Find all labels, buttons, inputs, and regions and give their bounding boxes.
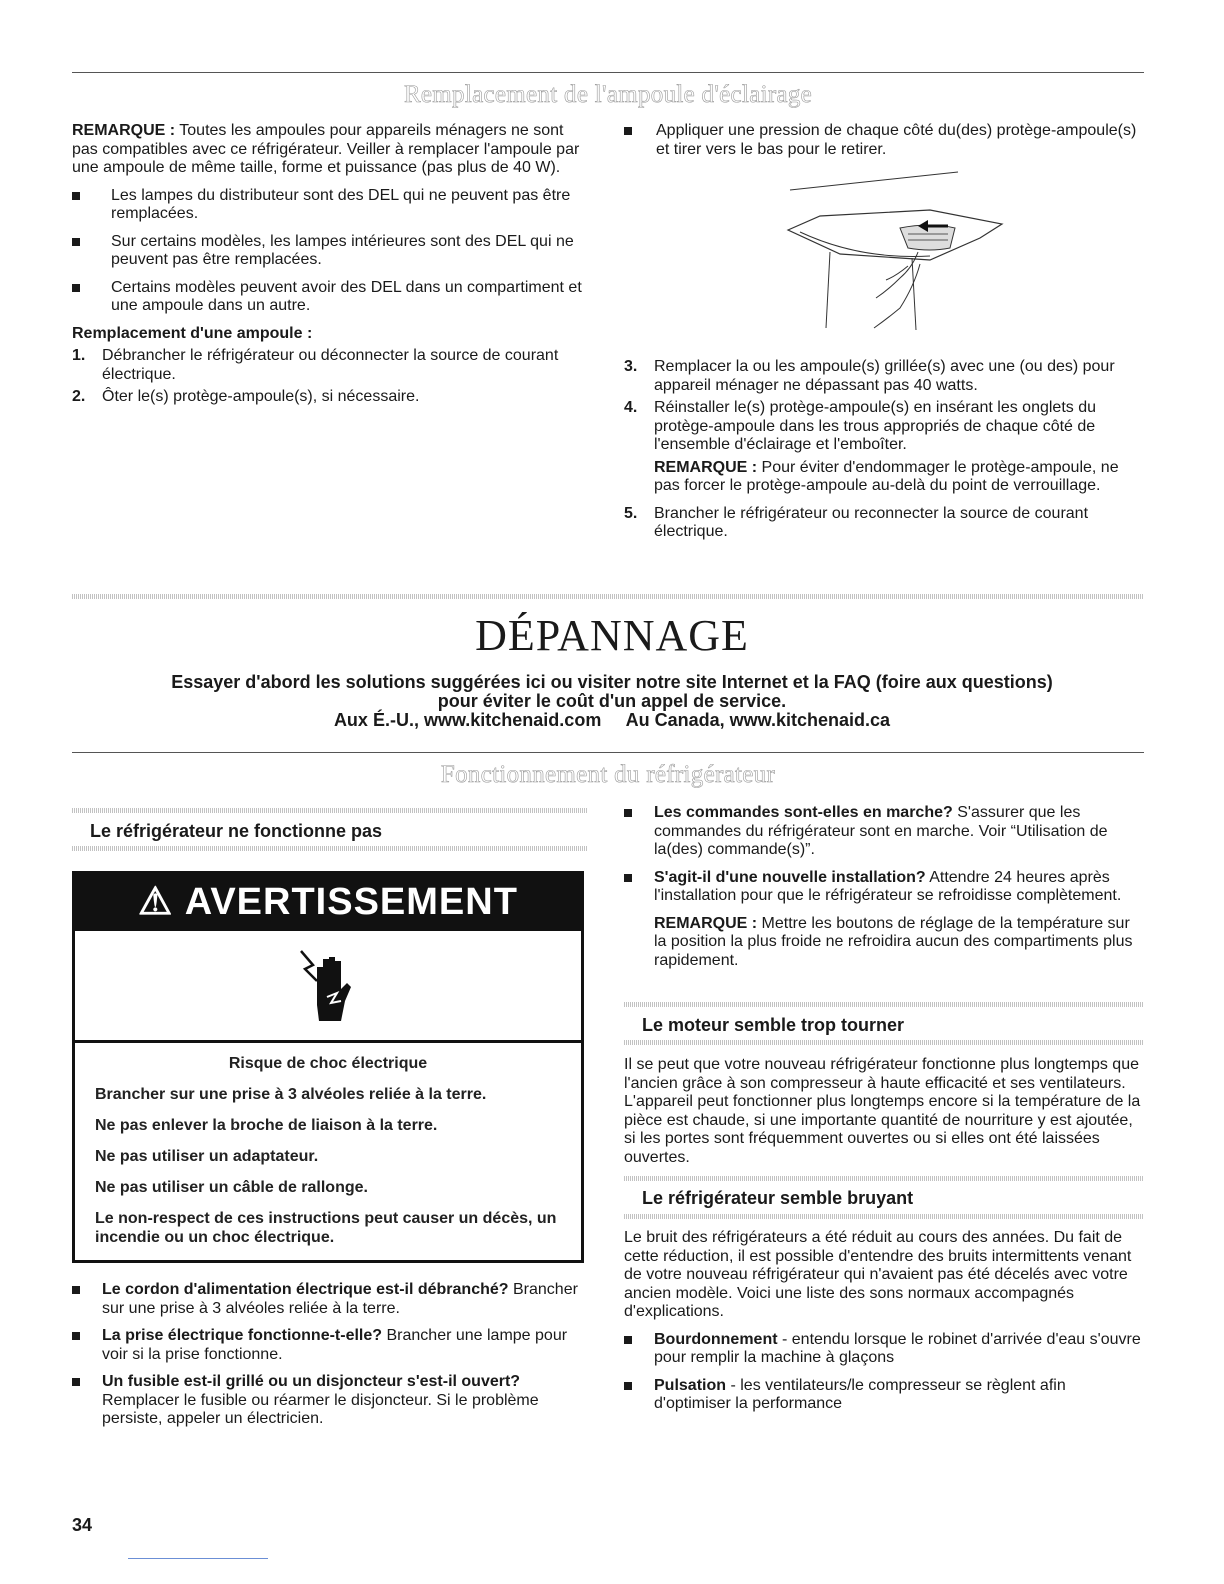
subheading-not-working: Le réfrigérateur ne fonctionne pas <box>90 821 383 841</box>
step-item: 5. Brancher le réfrigérateur ou reconnecter la source de courant électrique. <box>624 504 1089 540</box>
subheading-motor: Le moteur semble trop tourner <box>642 1015 905 1035</box>
steps-heading: Remplacement d'une ampoule : <box>72 324 313 342</box>
list-item: Un fusible est-il grillé ou un disjoncteur s'est-il ouvert? Remplacer le fusible ou réarmer le disjoncteur. Si le problème persiste, appeler un électricien. <box>72 1373 588 1429</box>
footer-line <box>128 1558 268 1559</box>
section-rule <box>72 752 1144 753</box>
top-rule <box>72 72 1144 73</box>
bulb-note: REMARQUE : Toutes les ampoules pour appareils ménagers ne sont pas compatibles avec ce réfrigérateur. Veiller à remplacer l'ampoule par une ampoule de même taille, forme et puissance (pas plus de 40 W). <box>72 122 580 176</box>
bullet-square-icon <box>72 1286 80 1294</box>
left-checklist <box>72 1281 588 1438</box>
section-title-fridge: Fonctionnement du réfrigérateur <box>440 761 776 788</box>
list-item: Les commandes sont-elles en marche? S'assurer que les commandes du réfrigérateur sont en marche. Voir “Utilisation de la(des) commande(s)”. <box>624 804 1144 860</box>
dotted-divider <box>72 808 588 813</box>
dotted-divider <box>624 1214 1144 1219</box>
section-title-bulb: Remplacement de l'ampoule d'éclairage <box>403 81 813 108</box>
bullet-square-icon <box>72 238 80 246</box>
warning-triangle-icon: ⚠ <box>138 881 174 923</box>
motor-paragraph: Il se peut que votre nouveau réfrigérateur fonctionne plus longtemps que l'ancien grâce à son compresseur à haute efficacité et ses ventilateurs. L'appareil peut fonctionner plus longtemps encore si la température de la pièce est chaude, si une importante quantité de nourriture y est ajoutée, si les portes sont fréquemment ouvertes ou si elles ont été laissées ouvertes. <box>624 1056 1141 1166</box>
right-column-bulb <box>624 122 1144 168</box>
electric-shock-hand-icon <box>297 947 361 1027</box>
right-steps <box>624 358 1144 546</box>
bullet-square-icon <box>72 284 80 292</box>
list-item: Appliquer une pression de chaque côté du(des) protège-ampoule(s) et tirer vers le bas pour le retirer. <box>624 122 1144 159</box>
bullet-square-icon <box>624 127 632 135</box>
dotted-divider <box>72 594 1144 599</box>
right-checklist <box>624 804 1144 970</box>
list-item: Pulsation - les ventilateurs/le compresseur se règlent afin d'optimiser la performance <box>624 1377 1144 1414</box>
list-item: Bourdonnement - entendu lorsque le robinet d'arrivée d'eau s'ouvre pour remplir la machine à glaçons <box>624 1331 1144 1368</box>
step-item: 3. Remplacer la ou les ampoule(s) grillée(s) avec une (ou des) pour appareil ménager ne dépassant pas 40 watts. <box>624 358 1115 394</box>
list-item: Sur certains modèles, les lampes intérieures sont des DEL qui ne peuvent pas être remplacées. <box>72 233 588 270</box>
list-item: Le cordon d'alimentation électrique est-il débranché? Brancher sur une prise à 3 alvéoles reliée à la terre. <box>72 1281 588 1318</box>
warning-header: ⚠ AVERTISSEMENT <box>75 874 581 931</box>
bullet-square-icon <box>624 1336 632 1344</box>
list-item: La prise électrique fonctionne-t-elle? Brancher une lampe pour voir si la prise fonctionne. <box>72 1327 588 1364</box>
list-item: Certains modèles peuvent avoir des DEL dans un compartiment et une ampoule dans un autre. <box>72 279 588 316</box>
list-item: Les lampes du distributeur sont des DEL qui ne peuvent pas être remplacées. <box>72 187 588 224</box>
left-column-bulb <box>72 122 588 411</box>
noise-section <box>624 1229 1144 1423</box>
list-item: S'agit-il d'une nouvelle installation? Attendre 24 heures après l'installation pour que le réfrigérateur se refroidisse complètement. <box>624 869 1144 906</box>
bullet-square-icon <box>624 1382 632 1390</box>
step-item: 1. Débrancher le réfrigérateur ou déconnecter la source de courant électrique. <box>72 347 559 383</box>
dotted-divider <box>624 1040 1144 1045</box>
dotted-divider <box>624 1002 1144 1007</box>
page-number: 34 <box>72 1515 93 1535</box>
warning-text: Risque de choc électrique Brancher sur une prise à 3 alvéoles reliée à la terre. Ne pas enlever la broche de liaison à la terre. Ne pas utiliser un adaptateur. Ne pas utiliser un câble de rallonge. Le non-respect de ces instructions peut causer un décès, un incendie ou un choc électrique. <box>95 1055 557 1246</box>
bullet-square-icon <box>624 874 632 882</box>
bullet-square-icon <box>72 1378 80 1386</box>
warning-graphic-area <box>75 931 581 1043</box>
bullet-square-icon <box>72 192 80 200</box>
bulb-note-2: REMARQUE : Pour éviter d'endommager le protège-ampoule, ne pas forcer le protège-ampoule au-delà du point de verrouillage. <box>654 458 1119 494</box>
page-title: DÉPANNAGE <box>475 611 749 660</box>
subheading-noise: Le réfrigérateur semble bruyant <box>642 1188 914 1208</box>
step-item: 2. Ôter le(s) protège-ampoule(s), si nécessaire. <box>72 388 420 405</box>
noise-paragraph: Le bruit des réfrigérateurs a été réduit au cours des années. Du fait de cette réduction, il est possible d'entendre des bruits intermittents venant de votre nouveau réfrigérateur qui n'avaient pas été décelés avec votre ancien modèle. Voici une liste des sons normaux accompagnés d'explications. <box>624 1229 1132 1320</box>
dotted-divider <box>624 1176 1144 1181</box>
controls-note: REMARQUE : Mettre les boutons de réglage de la température sur la position la plus froide ne refroidira aucun des compartiments plus rapidement. <box>654 914 1133 969</box>
step-item: 4. Réinstaller le(s) protège-ampoule(s) en insérant les onglets du protège-ampoule dans les trous appropriés de chaque côté de l'ensemble d'éclairage et l'emboîter. <box>624 399 1096 453</box>
intro-text: Essayer d'abord les solutions suggérées ici ou visiter notre site Internet et la FAQ (foire aux questions) pour éviter le coût d'un appel de service. Aux É.-U., www.kitchenaid.com Au Canada, www.kitchenaid.ca <box>171 672 1053 730</box>
bulb-cover-illustration <box>780 168 1020 340</box>
bullet-square-icon <box>624 809 632 817</box>
bullet-square-icon <box>72 1332 80 1340</box>
dotted-divider <box>72 846 588 851</box>
warning-box <box>72 871 584 1263</box>
